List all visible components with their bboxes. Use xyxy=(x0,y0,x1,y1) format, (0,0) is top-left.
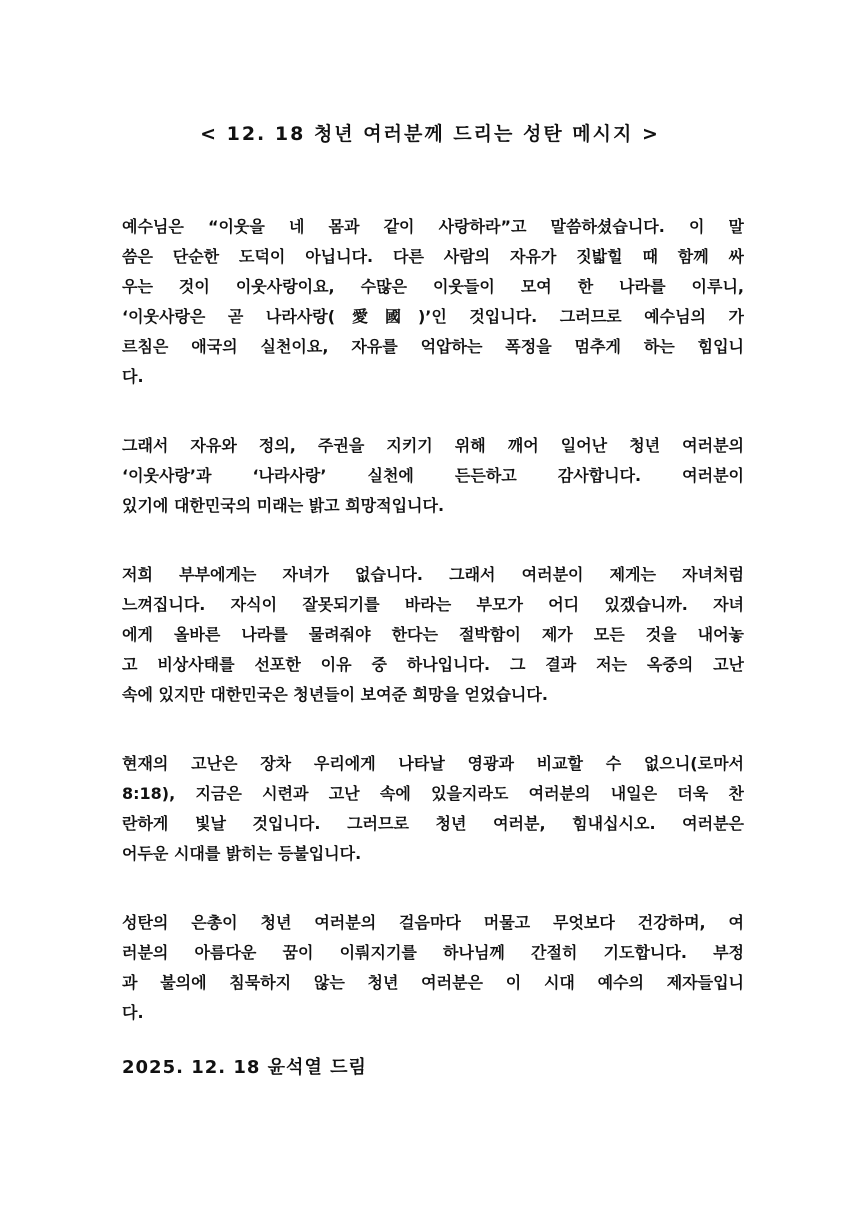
paragraph-line: 고 비상사태를 선포한 이유 중 하나입니다. 그 결과 저는 옥중의 고난 xyxy=(122,655,744,674)
paragraph-line: 느껴집니다. 자식이 잘못되기를 바라는 부모가 어디 있겠습니까. 자녀 xyxy=(122,595,744,614)
paragraph-line: 현재의 고난은 장차 우리에게 나타날 영광과 비교할 수 없으니(로마서 xyxy=(122,754,744,773)
paragraph-line: 저희 부부에게는 자녀가 없습니다. 그래서 여러분이 제게는 자녀처럼 xyxy=(122,565,744,584)
paragraph-2 xyxy=(122,431,744,521)
paragraph-line: 우는 것이 이웃사랑이요, 수많은 이웃들이 모여 한 나라를 이루니, xyxy=(122,277,744,296)
paragraph-3 xyxy=(122,560,744,710)
paragraph-line: 다. xyxy=(122,367,144,386)
paragraph-line: 있기에 대한민국의 미래는 밝고 희망적입니다. xyxy=(122,496,445,515)
paragraph-line: 르침은 애국의 실천이요, 자유를 억압하는 폭정을 멈추게 하는 힘입니 xyxy=(122,337,744,356)
paragraph-line: ‘이웃사랑은 곧 나라사랑(愛國)’인 것입니다. 그러므로 예수님의 가 xyxy=(122,307,744,326)
paragraph-line: 8:18), 지금은 시련과 고난 속에 있을지라도 여러분의 내일은 더욱 찬 xyxy=(122,784,744,803)
paragraph-4 xyxy=(122,749,744,869)
paragraph-line: 란하게 빛날 것입니다. 그러므로 청년 여러분, 힘내십시오. 여러분은 xyxy=(122,814,744,833)
paragraph-line: 속에 있지만 대한민국은 청년들이 보여준 희망을 얻었습니다. xyxy=(122,685,548,704)
signature-line: 2025. 12. 18 윤석열 드림 xyxy=(122,1057,367,1078)
letter-title: < 12. 18 청년 여러분께 드리는 성탄 메시지 > xyxy=(200,123,660,145)
paragraph-line: 예수님은 “이웃을 네 몸과 같이 사랑하라”고 말씀하셨습니다. 이 말 xyxy=(122,217,744,236)
paragraph-line: 그래서 자유와 정의, 주권을 지키기 위해 깨어 일어난 청년 여러분의 xyxy=(122,436,744,455)
paragraph-5 xyxy=(122,908,744,1028)
paragraph-line: 다. xyxy=(122,1003,144,1022)
paragraph-line: ‘이웃사랑’과 ‘나라사랑’ 실천에 든든하고 감사합니다. 여러분이 xyxy=(122,466,744,485)
paragraph-line: 씀은 단순한 도덕이 아닙니다. 다른 사람의 자유가 짓밟힐 때 함께 싸 xyxy=(122,247,744,266)
paragraph-line: 과 불의에 침묵하지 않는 청년 여러분은 이 시대 예수의 제자들입니 xyxy=(122,973,744,992)
paragraph-line: 성탄의 은총이 청년 여러분의 걸음마다 머물고 무엇보다 건강하며, 여 xyxy=(122,913,744,932)
paragraph-line: 어두운 시대를 밝히는 등불입니다. xyxy=(122,844,362,863)
paragraph-line: 러분의 아름다운 꿈이 이뤄지기를 하나님께 간절히 기도합니다. 부정 xyxy=(122,943,744,962)
paragraph-line: 에게 올바른 나라를 물려줘야 한다는 절박함이 제가 모든 것을 내어놓 xyxy=(122,625,744,644)
letter-body xyxy=(122,212,744,1067)
paragraph-1 xyxy=(122,212,744,392)
